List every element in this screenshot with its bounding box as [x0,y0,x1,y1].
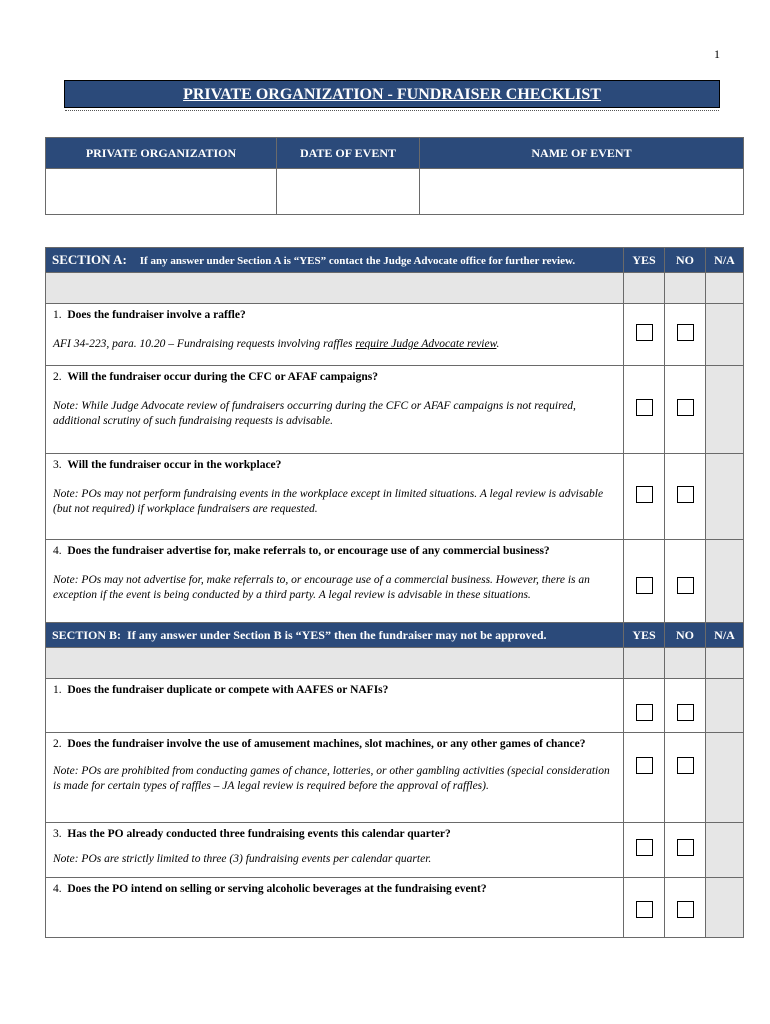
question-row: 1. Does the fundraiser involve a raffle? AFI 34-223, para. 10.20 – Fundraising requests involving raffles require Judge Advocate review. [46,304,744,366]
yes-checkbox[interactable] [636,577,653,594]
yes-column-header: YES [624,623,665,648]
date-of-event-field[interactable] [277,169,420,215]
section-a-instruction: If any answer under Section A is “YES” contact the Judge Advocate office for further review. [139,255,576,267]
question-text: Does the fundraiser involve the use of amusement machines, slot machines, or any other games of chance? [67,738,586,750]
question-note: Note: While Judge Advocate review of fundraisers occurring during the CFC or AFAF campaigns is not required, additional scrutiny of such fundraising requests is advisable. [53,400,576,427]
no-checkbox[interactable] [677,577,694,594]
no-checkbox[interactable] [677,486,694,503]
private-organization-field[interactable] [46,169,277,215]
question-row: 4. Does the fundraiser advertise for, make referrals to, or encourage use of any commercial business? Note: POs may not advertise for, make referrals to, or encourage use of a commercial business. However, there is an exception if the event is being conducted by a third party. A legal review is advisable in these situations. [46,540,744,636]
na-column-header: N/A [706,623,744,648]
no-checkbox[interactable] [677,704,694,721]
question-text: Will the fundraiser occur in the workplace? [67,459,282,471]
header-name-of-event: NAME OF EVENT [420,138,744,169]
na-cell [706,304,744,366]
no-checkbox[interactable] [677,399,694,416]
header-date-of-event: DATE OF EVENT [277,138,420,169]
question-text: Will the fundraiser occur during the CFC or AFAF campaigns? [67,371,378,383]
page-title: PRIVATE ORGANIZATION - FUNDRAISER CHECKLIST [64,80,720,108]
question-text: Does the PO intend on selling or serving alcoholic beverages at the fundraising event? [67,883,487,895]
no-checkbox[interactable] [677,839,694,856]
name-of-event-field[interactable] [420,169,744,215]
event-info-table [45,137,744,215]
question-row: 3. Has the PO already conducted three fundraising events this calendar quarter? Note: POs are strictly limited to three (3) fundraising events per calendar quarter. [46,823,744,878]
question-text: Does the fundraiser advertise for, make referrals to, or encourage use of any commercial business? [67,545,550,557]
header-private-organization: PRIVATE ORGANIZATION [46,138,277,169]
question-row: 1. Does the fundraiser duplicate or compete with AAFES or NAFIs? [46,679,744,733]
section-a-header [46,248,624,273]
question-row: 2. Does the fundraiser involve the use of amusement machines, slot machines, or any other games of chance? Note: POs are prohibited from conducting games of chance, lotteries, or other gambling activities (special consideration is made for certain types of raffles – JA legal review is required before the approval of raffles). [46,733,744,823]
section-b-table [45,622,744,938]
yes-checkbox[interactable] [636,399,653,416]
na-cell [706,733,744,823]
yes-checkbox[interactable] [636,901,653,918]
na-cell [706,454,744,540]
question-note: Note: POs are strictly limited to three (3) fundraising events per calendar quarter. [53,853,432,865]
question-row: 3. Will the fundraiser occur in the workplace? Note: POs may not perform fundraising events in the workplace except in limited situations. A legal review is advisable (but not required) if workplace fundraisers are requested. [46,454,744,540]
section-b-instruction: If any answer under Section B is “YES” then the fundraiser may not be approved. [127,627,547,642]
yes-checkbox[interactable] [636,704,653,721]
yes-column-header: YES [624,248,665,273]
na-column-header: N/A [706,248,744,273]
question-row: 4. Does the PO intend on selling or serving alcoholic beverages at the fundraising event? [46,878,744,938]
question-note: AFI 34-223, para. 10.20 – Fundraising requests involving raffles require Judge Advocate review. [53,338,500,350]
section-a-table [45,247,744,636]
na-cell [706,679,744,733]
question-row: 2. Will the fundraiser occur during the CFC or AFAF campaigns? Note: While Judge Advocate review of fundraisers occurring during the CFC or AFAF campaigns is not required, additional scrutiny of such fundraising requests is advisable. [46,366,744,454]
question-note: Note: POs are prohibited from conducting games of chance, lotteries, or other gambling activities (special consideration is made for certain types of raffles – JA legal review is required before the approval of raffles). [53,765,610,792]
question-text: Has the PO already conducted three fundraising events this calendar quarter? [67,828,451,840]
na-cell [706,366,744,454]
section-b-header [46,623,624,648]
question-note: Note: POs may not advertise for, make referrals to, or encourage use of a commercial business. However, there is an exception if the event is being conducted by a third party. A legal review is advisable in these situations. [53,574,590,601]
no-checkbox[interactable] [677,324,694,341]
yes-checkbox[interactable] [636,757,653,774]
page-number: 1 [714,47,720,61]
yes-checkbox[interactable] [636,324,653,341]
no-checkbox[interactable] [677,757,694,774]
section-a-label: SECTION A: [52,252,127,267]
no-column-header: NO [665,248,706,273]
na-cell [706,878,744,938]
no-column-header: NO [665,623,706,648]
no-checkbox[interactable] [677,901,694,918]
yes-checkbox[interactable] [636,839,653,856]
yes-checkbox[interactable] [636,486,653,503]
section-b-label: SECTION B: [52,627,122,642]
question-text: Does the fundraiser duplicate or compete with AAFES or NAFIs? [67,684,389,696]
question-text: Does the fundraiser involve a raffle? [67,309,246,321]
na-cell [706,823,744,878]
question-note: Note: POs may not perform fundraising events in the workplace except in limited situations. A legal review is advisable (but not required) if workplace fundraisers are requested. [53,488,604,515]
